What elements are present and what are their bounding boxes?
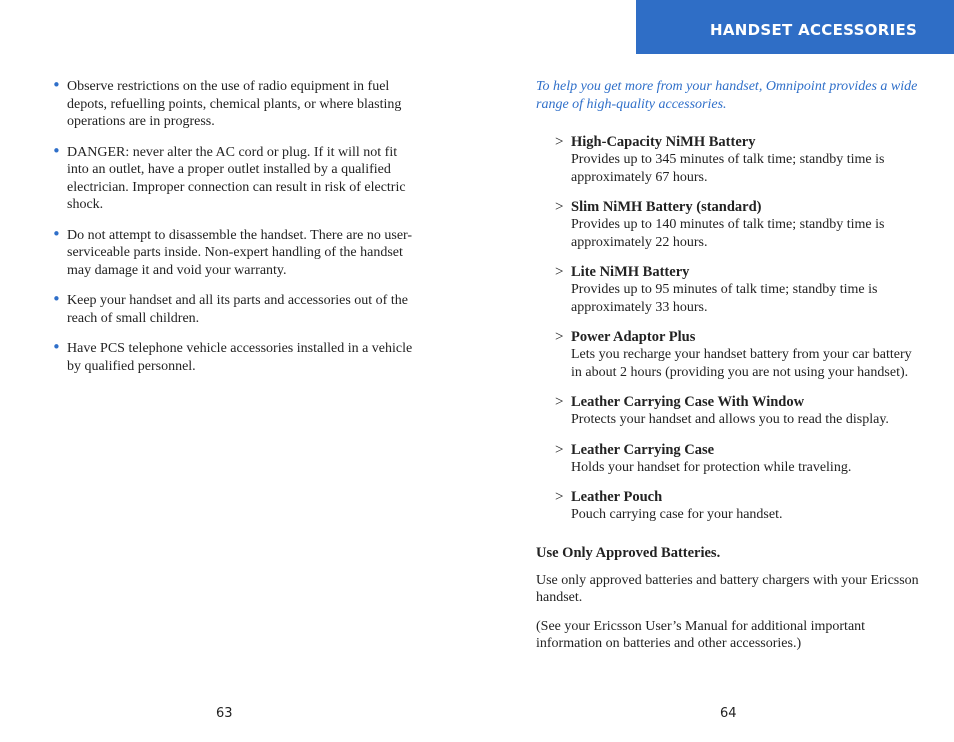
- arrow-icon: >: [555, 394, 564, 410]
- accessory-item: [536, 198, 920, 251]
- batteries-heading: Use Only Approved Batteries.: [536, 544, 721, 561]
- bullet-icon: •: [52, 224, 61, 243]
- arrow-icon: >: [555, 489, 564, 505]
- arrow-icon: >: [555, 199, 564, 215]
- accessory-item: [536, 328, 920, 381]
- bullet-item: [52, 224, 420, 280]
- bullet-icon: •: [52, 76, 61, 94]
- accessory-item: [536, 441, 920, 477]
- batteries-paragraph: (See your Ericsson User’s Manual for additional important information on batteries and other accessories.): [536, 618, 866, 651]
- bullet-text: Keep your handset and all its parts and accessories out of the reach of small children.: [67, 293, 408, 326]
- batteries-paragraph: Use only approved batteries and battery chargers with your Ericsson handset.: [536, 572, 919, 605]
- accessory-description: Protects your handset and allows you to read the display.: [571, 412, 889, 427]
- accessory-description: Provides up to 345 minutes of talk time; standby time is approximately 67 hours.: [571, 152, 885, 185]
- arrow-icon: >: [555, 264, 564, 280]
- accessory-title: Lite NiMH Battery: [571, 264, 690, 280]
- accessory-title: Slim NiMH Battery (standard): [571, 199, 762, 215]
- intro-text: To help you get more from your handset, Omnipoint provides a wide range of high-quality accessories.: [536, 79, 918, 112]
- accessory-description: Provides up to 95 minutes of talk time; standby time is approximately 33 hours.: [571, 282, 878, 315]
- section-header-tab: [636, 0, 954, 54]
- accessory-item: [536, 488, 920, 524]
- accessory-title: Leather Carrying Case With Window: [571, 394, 805, 410]
- accessory-item: [536, 263, 920, 316]
- accessory-description: Pouch carrying case for your handset.: [571, 507, 783, 522]
- bullet-text: Observe restrictions on the use of radio equipment in fuel depots, refuelling points, chemical plants, or where blasting operations are in progress.: [67, 79, 402, 129]
- accessory-description: Holds your handset for protection while traveling.: [571, 459, 852, 475]
- accessory-item: [536, 133, 920, 186]
- bullet-icon: •: [52, 141, 61, 160]
- page-number-left: 63: [216, 706, 233, 721]
- page-number-right: 64: [720, 706, 737, 721]
- section-title: HANDSET ACCESSORIES: [710, 21, 918, 39]
- bullet-text: Have PCS telephone vehicle accessories installed in a vehicle by qualified personnel.: [67, 341, 413, 374]
- accessory-item: [536, 393, 920, 429]
- accessory-title: Leather Carrying Case: [571, 441, 715, 458]
- left-page: [52, 78, 420, 388]
- accessory-description: Lets you recharge your handset battery from your car battery in about 2 hours (providing you are not using your handset).: [571, 347, 912, 380]
- bullet-icon: •: [52, 338, 61, 356]
- accessory-title: High-Capacity NiMH Battery: [571, 134, 756, 150]
- arrow-icon: >: [555, 329, 564, 345]
- bullet-item: [52, 78, 420, 131]
- accessory-title: Leather Pouch: [571, 489, 663, 505]
- accessory-description: Provides up to 140 minutes of talk time; standby time is approximately 22 hours.: [571, 217, 885, 250]
- right-page: [536, 78, 920, 664]
- bullet-item: [52, 292, 420, 327]
- arrow-icon: >: [555, 134, 564, 150]
- bullet-item: [52, 340, 420, 375]
- bullet-text: Do not attempt to disassemble the handset. There are no user-serviceable parts inside. Non-expert handling of the handset may damage it and void your warranty.: [67, 227, 413, 278]
- accessory-title: Power Adaptor Plus: [571, 329, 696, 345]
- bullet-item: [52, 141, 420, 214]
- bullet-icon: •: [52, 290, 61, 308]
- arrow-icon: >: [555, 441, 564, 458]
- bullet-text: DANGER: never alter the AC cord or plug. If it will not fit into an outlet, have a proper outlet installed by a qualified electrician. Improper connection can result in risk of electric shock.: [67, 144, 406, 212]
